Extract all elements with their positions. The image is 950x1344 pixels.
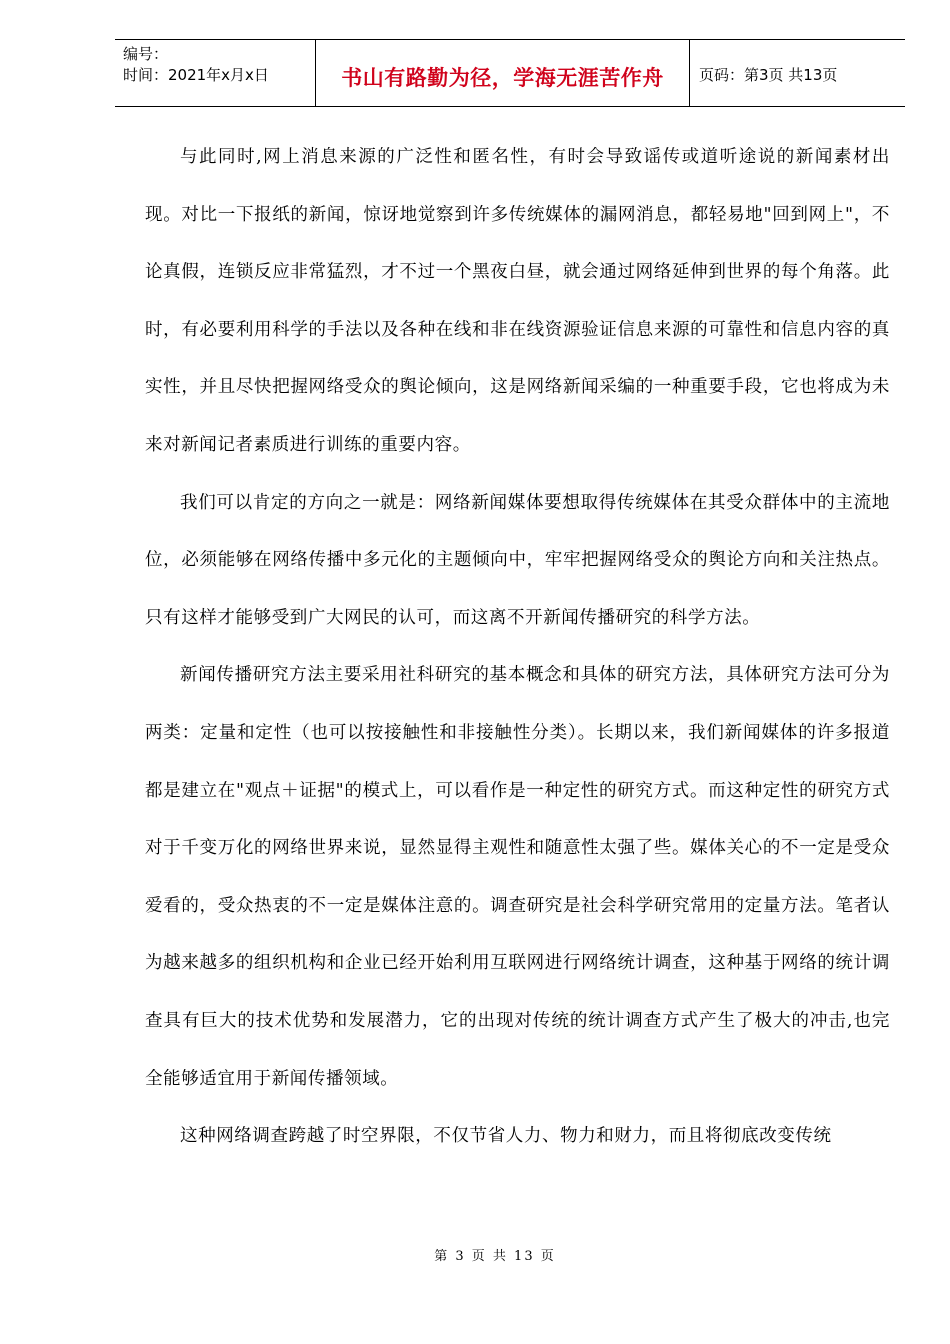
document-body [145, 129, 890, 1166]
page-footer: 第 3 页 共 13 页 [434, 1249, 556, 1264]
body-paragraph: 新闻传播研究方法主要采用社科研究的基本概念和具体的研究方法，具体研究方法可分为两类：定量和定性（也可以按接触性和非接触性分类）。长期以来，我们新闻媒体的许多报道都是建立在"观点＋证据"的模式上，可以看作是一种定性的研究方式。而这种定性的研究方式对于千变万化的网络世界来说，显然显得主观性和随意性太强了些。媒体关心的不一定是受众爱看的，受众热衷的不一定是媒体注意的。调查研究是社会科学研究常用的定量方法。笔者认为越来越多的组织机构和企业已经开始利用互联网进行网络统计调查，这种基于网络的统计调查具有巨大的技术优势和发展潜力，它的出现对传统的统计调查方式产生了极大的冲击,也完全能够适宜用于新闻传播领域。 [145, 665, 890, 1089]
body-paragraph: 我们可以肯定的方向之一就是：网络新闻媒体要想取得传统媒体在其受众群体中的主流地位，必须能够在网络传播中多元化的主题倾向中，牢牢把握网络受众的舆论方向和关注热点。只有这样才能够受到广大网民的认可，而这离不开新闻传播研究的科学方法。 [145, 492, 890, 628]
header-meta-cell [115, 40, 316, 106]
header-motto: 书山有路勤为径，学海无涯苦作舟 [316, 40, 690, 106]
body-paragraph: 与此同时,网上消息来源的广泛性和匿名性，有时会导致谣传或道听途说的新闻素材出现。对比一下报纸的新闻，惊讶地觉察到许多传统媒体的漏网消息，都轻易地"回到网上"，不论真假，连锁反应非常猛烈，才不过一个黑夜白昼，就会通过网络延伸到世界的每个角落。此时，有必要利用科学的手法以及各种在线和非在线资源验证信息来源的可靠性和信息内容的真实性，并且尽快把握网络受众的舆论倾向，这是网络新闻采编的一种重要手段，它也将成为未来对新闻记者素质进行训练的重要内容。 [145, 147, 890, 455]
header-page-number: 页码：第3页 共13页 [699, 66, 838, 84]
document-number-label: 编号： [123, 45, 169, 63]
document-time-label: 时间：2021年x月x日 [123, 66, 269, 84]
body-paragraph: 这种网络调查跨越了时空界限，不仅节省人力、物力和财力，而且将彻底改变传统 [180, 1126, 832, 1147]
page-header [115, 39, 905, 107]
